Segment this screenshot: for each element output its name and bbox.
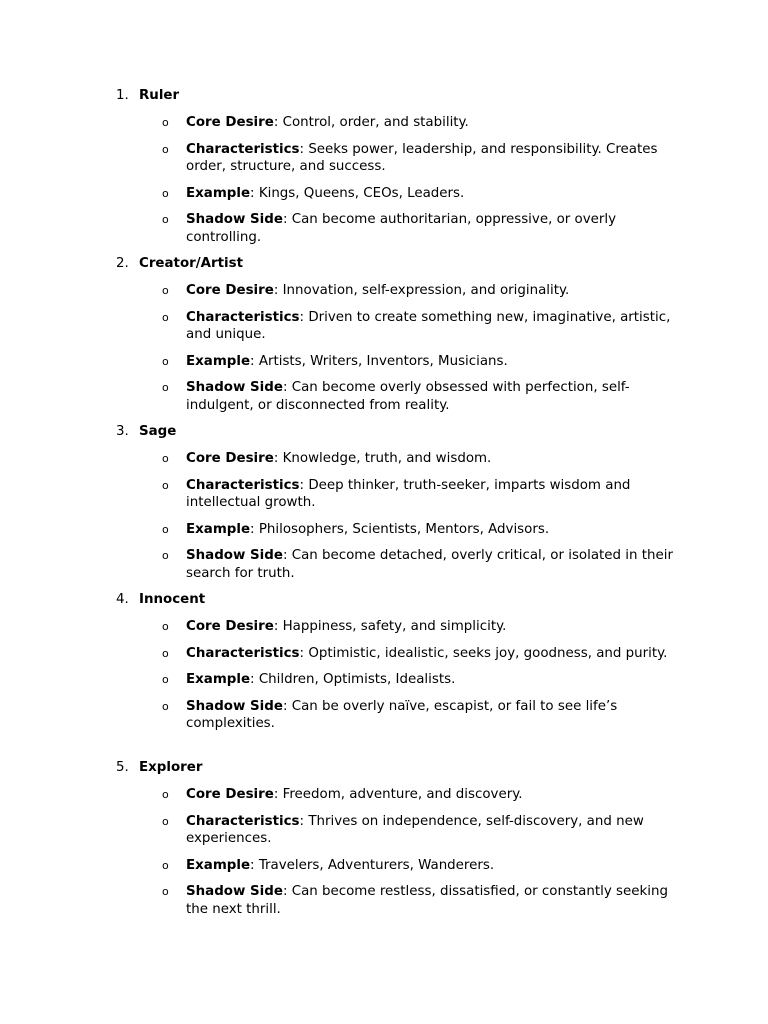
bullet-label: Core Desire — [186, 619, 274, 634]
archetype-title: Sage — [139, 424, 177, 439]
shadow-side-item — [162, 698, 676, 733]
label-separator: : — [250, 521, 259, 537]
shadow-side-item — [162, 379, 676, 414]
shadow-side-item — [162, 547, 676, 582]
bullet-marker: o — [162, 788, 169, 801]
label-separator: : — [299, 141, 309, 157]
bullet-marker: o — [162, 673, 169, 686]
bullet-marker: o — [162, 522, 169, 536]
bullet-label: Example — [186, 672, 251, 687]
bullet-label: Characteristics — [186, 141, 300, 157]
bullet-label: Shadow Side — [186, 884, 283, 899]
shadow-side-item — [162, 883, 676, 918]
label-separator: : — [273, 283, 283, 298]
archetype-heading — [116, 759, 676, 777]
label-separator: : — [250, 353, 259, 369]
bullet-text: Children, Optimists, Idealists. — [258, 672, 456, 687]
bullet-text: Thrives on independence, self-discovery, and new experiences. — [186, 813, 644, 846]
bullet-text: Can become overly obsessed with perfection, self-indulgent, or disconnected from reality. — [186, 380, 630, 413]
label-separator: : — [250, 672, 259, 687]
bullet-label: Example — [186, 353, 251, 369]
bullet-marker: o — [162, 858, 169, 872]
archetype-explorer — [116, 759, 676, 918]
archetype-heading — [116, 87, 676, 105]
bullet-marker: o — [162, 549, 169, 562]
bullet-text: Happiness, safety, and simplicity. — [282, 619, 507, 634]
list-number: 3. — [116, 424, 129, 439]
bullet-marker: o — [162, 213, 169, 226]
archetype-heading — [116, 255, 676, 273]
bullet-label: Characteristics — [186, 813, 300, 829]
archetype-title: Ruler — [139, 88, 180, 103]
characteristics-item — [162, 813, 676, 848]
label-separator: : — [273, 619, 283, 634]
bullet-label: Shadow Side — [186, 212, 283, 227]
label-separator: : — [282, 548, 292, 563]
example-item — [162, 521, 676, 539]
bullet-marker: o — [162, 646, 169, 660]
bullet-marker: o — [162, 381, 169, 394]
label-separator: : — [299, 309, 309, 325]
bullet-label: Core Desire — [186, 451, 274, 466]
bullet-label: Core Desire — [186, 283, 274, 298]
bullet-text: Kings, Queens, CEOs, Leaders. — [258, 185, 465, 201]
characteristics-item — [162, 645, 676, 663]
core-desire-item — [162, 282, 676, 300]
bullet-text: Can become authoritarian, oppressive, or overly controlling. — [186, 212, 617, 245]
bullet-text: Freedom, adventure, and discovery. — [282, 787, 523, 802]
archetype-title: Innocent — [139, 592, 206, 607]
bullet-text: Knowledge, truth, and wisdom. — [282, 451, 492, 466]
example-item — [162, 353, 676, 371]
archetype-creator-artist — [116, 255, 676, 414]
characteristics-item — [162, 477, 676, 512]
core-desire-item — [162, 114, 676, 132]
characteristics-item — [162, 309, 676, 344]
bullet-text: Deep thinker, truth-seeker, imparts wisdom and intellectual growth. — [186, 477, 631, 510]
label-separator: : — [250, 857, 259, 873]
label-separator: : — [282, 698, 292, 714]
bullet-text: Innovation, self-expression, and originality. — [282, 283, 570, 298]
label-separator: : — [282, 380, 292, 395]
bullet-text: Seeks power, leadership, and responsibility. Creates order, structure, and success. — [186, 141, 658, 174]
label-separator: : — [273, 115, 283, 130]
bullet-text: Control, order, and stability. — [282, 115, 469, 130]
label-separator: : — [299, 813, 309, 829]
bullet-label: Characteristics — [186, 477, 300, 493]
archetype-ruler — [116, 87, 676, 246]
characteristics-item — [162, 141, 676, 176]
bullet-label: Core Desire — [186, 787, 274, 802]
archetype-sage — [116, 423, 676, 582]
bullet-marker: o — [162, 116, 169, 129]
label-separator: : — [299, 645, 309, 661]
bullet-marker: o — [162, 699, 169, 713]
label-separator: : — [273, 787, 283, 802]
core-desire-item — [162, 618, 676, 636]
list-number: 5. — [116, 760, 129, 775]
archetype-heading — [116, 591, 676, 609]
example-item — [162, 857, 676, 875]
archetype-title: Creator/Artist — [139, 256, 243, 271]
archetype-heading — [116, 423, 676, 441]
core-desire-item — [162, 786, 676, 804]
bullet-marker: o — [162, 354, 169, 368]
bullet-label: Characteristics — [186, 309, 300, 325]
list-number: 2. — [116, 256, 129, 271]
bullet-text: Can become detached, overly critical, or isolated in their search for truth. — [186, 548, 673, 581]
bullet-text: Can become restless, dissatisfied, or constantly seeking the next thrill. — [186, 884, 668, 917]
archetype-title: Explorer — [139, 760, 203, 775]
bullet-label: Example — [186, 857, 251, 873]
label-separator: : — [282, 884, 292, 899]
core-desire-item — [162, 450, 676, 468]
bullet-text: Artists, Writers, Inventors, Musicians. — [258, 353, 508, 369]
bullet-label: Core Desire — [186, 115, 274, 130]
example-item — [162, 185, 676, 203]
label-separator: : — [282, 212, 292, 227]
archetype-innocent — [116, 591, 676, 733]
bullet-marker: o — [162, 452, 169, 465]
bullet-marker: o — [162, 186, 169, 200]
bullet-marker: o — [162, 310, 169, 324]
label-separator: : — [250, 185, 259, 201]
list-number: 4. — [116, 592, 129, 607]
bullet-marker: o — [162, 620, 169, 633]
bullet-label: Shadow Side — [186, 380, 283, 395]
label-separator: : — [273, 451, 283, 466]
bullet-label: Shadow Side — [186, 698, 283, 714]
label-separator: : — [299, 477, 309, 493]
bullet-text: Philosophers, Scientists, Mentors, Advisors. — [258, 521, 550, 537]
bullet-marker: o — [162, 478, 169, 492]
bullet-marker: o — [162, 142, 169, 156]
shadow-side-item — [162, 211, 676, 246]
list-number: 1. — [116, 88, 129, 103]
bullet-text: Travelers, Adventurers, Wanderers. — [258, 857, 495, 873]
bullet-label: Example — [186, 521, 251, 537]
bullet-label: Characteristics — [186, 645, 300, 661]
bullet-text: Optimistic, idealistic, seeks joy, goodness, and purity. — [308, 645, 668, 661]
bullet-text: Driven to create something new, imaginative, artistic, and unique. — [186, 309, 671, 342]
bullet-label: Shadow Side — [186, 548, 283, 563]
bullet-marker: o — [162, 885, 169, 898]
bullet-text: Can be overly naïve, escapist, or fail to see life’s complexities. — [186, 698, 618, 731]
bullet-marker: o — [162, 814, 169, 828]
example-item — [162, 671, 676, 689]
bullet-label: Example — [186, 185, 251, 201]
bullet-marker: o — [162, 284, 169, 297]
